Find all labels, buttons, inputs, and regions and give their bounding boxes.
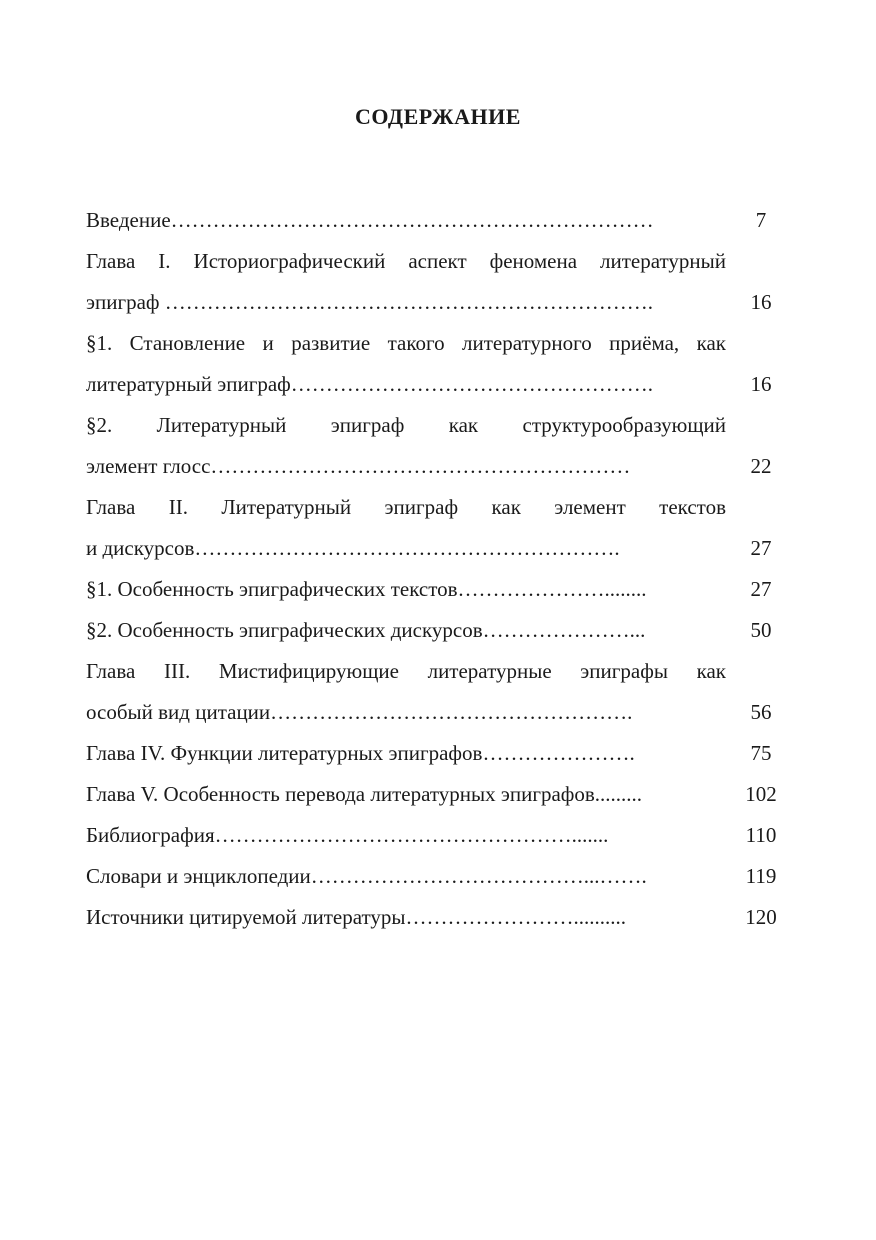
toc-entry-text: Глава III. Мистифицирующие литературные эпиграфы как (86, 659, 726, 683)
toc-page-number: 16 (750, 290, 772, 314)
toc-entry-text: Библиография……………………………………………....... (86, 823, 609, 847)
toc-entry-text: §1. Особенность эпиграфических текстов…………………........ (86, 577, 647, 601)
toc-page-number: 56 (750, 700, 772, 724)
toc-page-number: 7 (755, 208, 767, 232)
toc-page-number: 119 (745, 864, 777, 888)
toc-entry-text: и дискурсов……………………………………………………. (86, 536, 620, 560)
toc-entry-chapter-1-cont (86, 282, 796, 323)
toc-entry-chapter-2-cont (86, 528, 796, 569)
toc-entry-section-1-1 (86, 323, 796, 364)
toc-entry-text: литературный эпиграф……………………………………………. (86, 372, 654, 396)
toc-entry-section-1-2 (86, 405, 796, 446)
toc-entry-text: эпиграф ……………………………………………………………. (86, 290, 654, 314)
toc-entry-chapter-2 (86, 487, 796, 528)
toc-page-number: 16 (750, 372, 772, 396)
toc-entry-text: §2. Особенность эпиграфических дискурсов…………………... (86, 618, 646, 642)
toc-entry-chapter-3 (86, 651, 796, 692)
toc-entry-chapter-3-cont (86, 692, 796, 733)
toc-entry-text: Словари и энциклопедии…………………………………...……. (86, 864, 647, 888)
page-title: СОДЕРЖАНИЕ (355, 104, 521, 129)
toc-entry-section-2-1 (86, 569, 796, 610)
toc-page-number: 27 (750, 577, 772, 601)
toc-entry-text: Введение…………………………………………………………… (86, 208, 654, 232)
toc-page-number: 50 (750, 618, 772, 642)
toc-page-number: 27 (750, 536, 772, 560)
toc-entry-section-1-1-cont (86, 364, 796, 405)
toc-entry-introduction (86, 200, 796, 241)
toc-page-number: 75 (750, 741, 772, 765)
toc-entry-text: Источники цитируемой литературы…………………….......... (86, 905, 627, 929)
toc-entry-text: Глава V. Особенность перевода литературных эпиграфов......... (86, 782, 643, 806)
toc-entry-text: Глава II. Литературный эпиграф как элемент текстов (86, 495, 726, 519)
toc-entry-dictionaries (86, 856, 796, 897)
toc-entry-text: элемент глосс…………………………………………………… (86, 454, 631, 478)
toc-entry-section-1-2-cont (86, 446, 796, 487)
table-of-contents (86, 200, 796, 938)
toc-page-number: 120 (745, 905, 777, 929)
toc-entry-chapter-4 (86, 733, 796, 774)
toc-entry-chapter-1 (86, 241, 796, 282)
toc-entry-text: §1. Становление и развитие такого литературного приёма, как (86, 331, 726, 355)
toc-entry-text: Глава IV. Функции литературных эпиграфов…………………. (86, 741, 635, 765)
toc-entry-sources (86, 897, 796, 938)
toc-entry-text: особый вид цитации……………………………………………. (86, 700, 633, 724)
toc-entry-chapter-5 (86, 774, 796, 815)
toc-entry-text: Глава I. Историографический аспект феномена литературный (86, 249, 726, 273)
toc-entry-text: §2. Литературный эпиграф как структурообразующий (86, 413, 726, 437)
toc-page-number: 110 (745, 823, 777, 847)
toc-page-number: 22 (750, 454, 772, 478)
toc-entry-bibliography (86, 815, 796, 856)
toc-entry-section-2-2 (86, 610, 796, 651)
toc-page-number: 102 (745, 782, 777, 806)
